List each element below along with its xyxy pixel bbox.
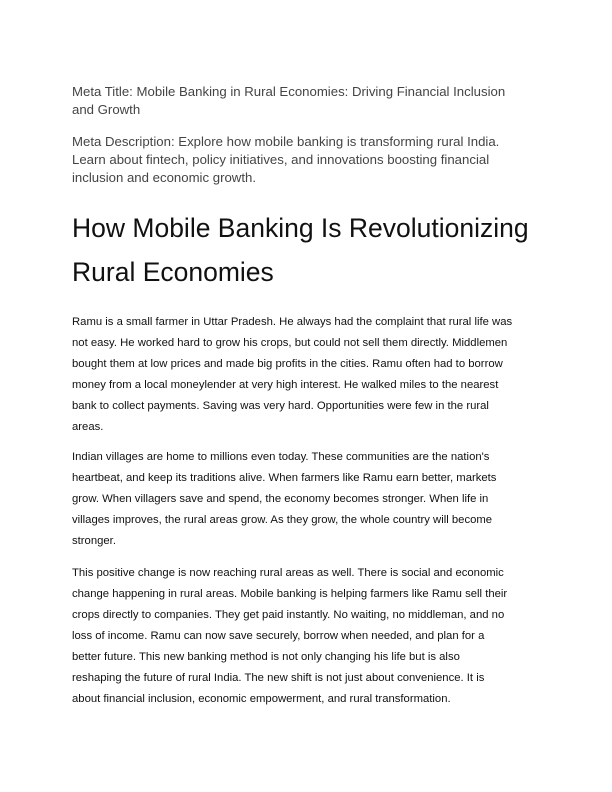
paragraph-positive-change [72, 563, 507, 710]
text-line: about financial inclusion, economic empowerment, and rural transformation. [72, 693, 451, 705]
text-line: This positive change is now reaching rural areas as well. There is social and economic [72, 567, 504, 579]
text-line: money from a local moneylender at very high interest. He walked miles to the nearest [72, 379, 499, 391]
paragraph-ramu-intro [72, 312, 512, 438]
text-line: inclusion and economic growth. [72, 170, 256, 185]
meta-title [72, 83, 505, 119]
page-heading [72, 206, 529, 294]
text-line: and Growth [72, 102, 141, 117]
text-line: bought them at low prices and made big profits in the cities. Ramu often had to borrow [72, 358, 503, 370]
text-line: Indian villages are home to millions even today. These communities are the nation's [72, 451, 490, 463]
text-line: Meta Title: Mobile Banking in Rural Economies: Driving Financial Inclusion [72, 84, 506, 99]
text-line: reshaping the future of rural India. The new shift is not just about convenience. It is [72, 672, 485, 684]
heading-line: Rural Economies [72, 257, 274, 287]
paragraph-indian-villages [72, 447, 496, 552]
text-line: areas. [72, 421, 104, 433]
text-line: grow. When villagers save and spend, the economy becomes stronger. When life in [72, 493, 489, 505]
text-line: better future. This new banking method is not only changing his life but is also [72, 651, 460, 663]
text-line: villages improves, the rural areas grow. As they grow, the whole country will become [72, 514, 493, 526]
text-line: bank to collect payments. Saving was very hard. Opportunities were few in the rural [72, 400, 489, 412]
meta-description [72, 133, 499, 187]
text-line: crops directly to companies. They get paid instantly. No waiting, no middleman, and no [72, 609, 505, 621]
text-line: stronger. [72, 535, 116, 547]
text-line: Ramu is a small farmer in Uttar Pradesh. He always had the complaint that rural life was [72, 316, 513, 328]
text-line: heartbeat, and keep its traditions alive. When farmers like Ramu earn better, markets [72, 472, 497, 484]
text-line: not easy. He worked hard to grow his crops, but could not sell them directly. Middlemen [72, 337, 508, 349]
heading-line: How Mobile Banking Is Revolutionizing [72, 213, 529, 243]
text-line: Learn about fintech, policy initiatives, and innovations boosting financial [72, 152, 490, 167]
text-line: loss of income. Ramu can now save securely, borrow when needed, and plan for a [72, 630, 485, 642]
text-line: Meta Description: Explore how mobile banking is transforming rural India. [72, 134, 500, 149]
text-line: change happening in rural areas. Mobile banking is helping farmers like Ramu sell their [72, 588, 508, 600]
